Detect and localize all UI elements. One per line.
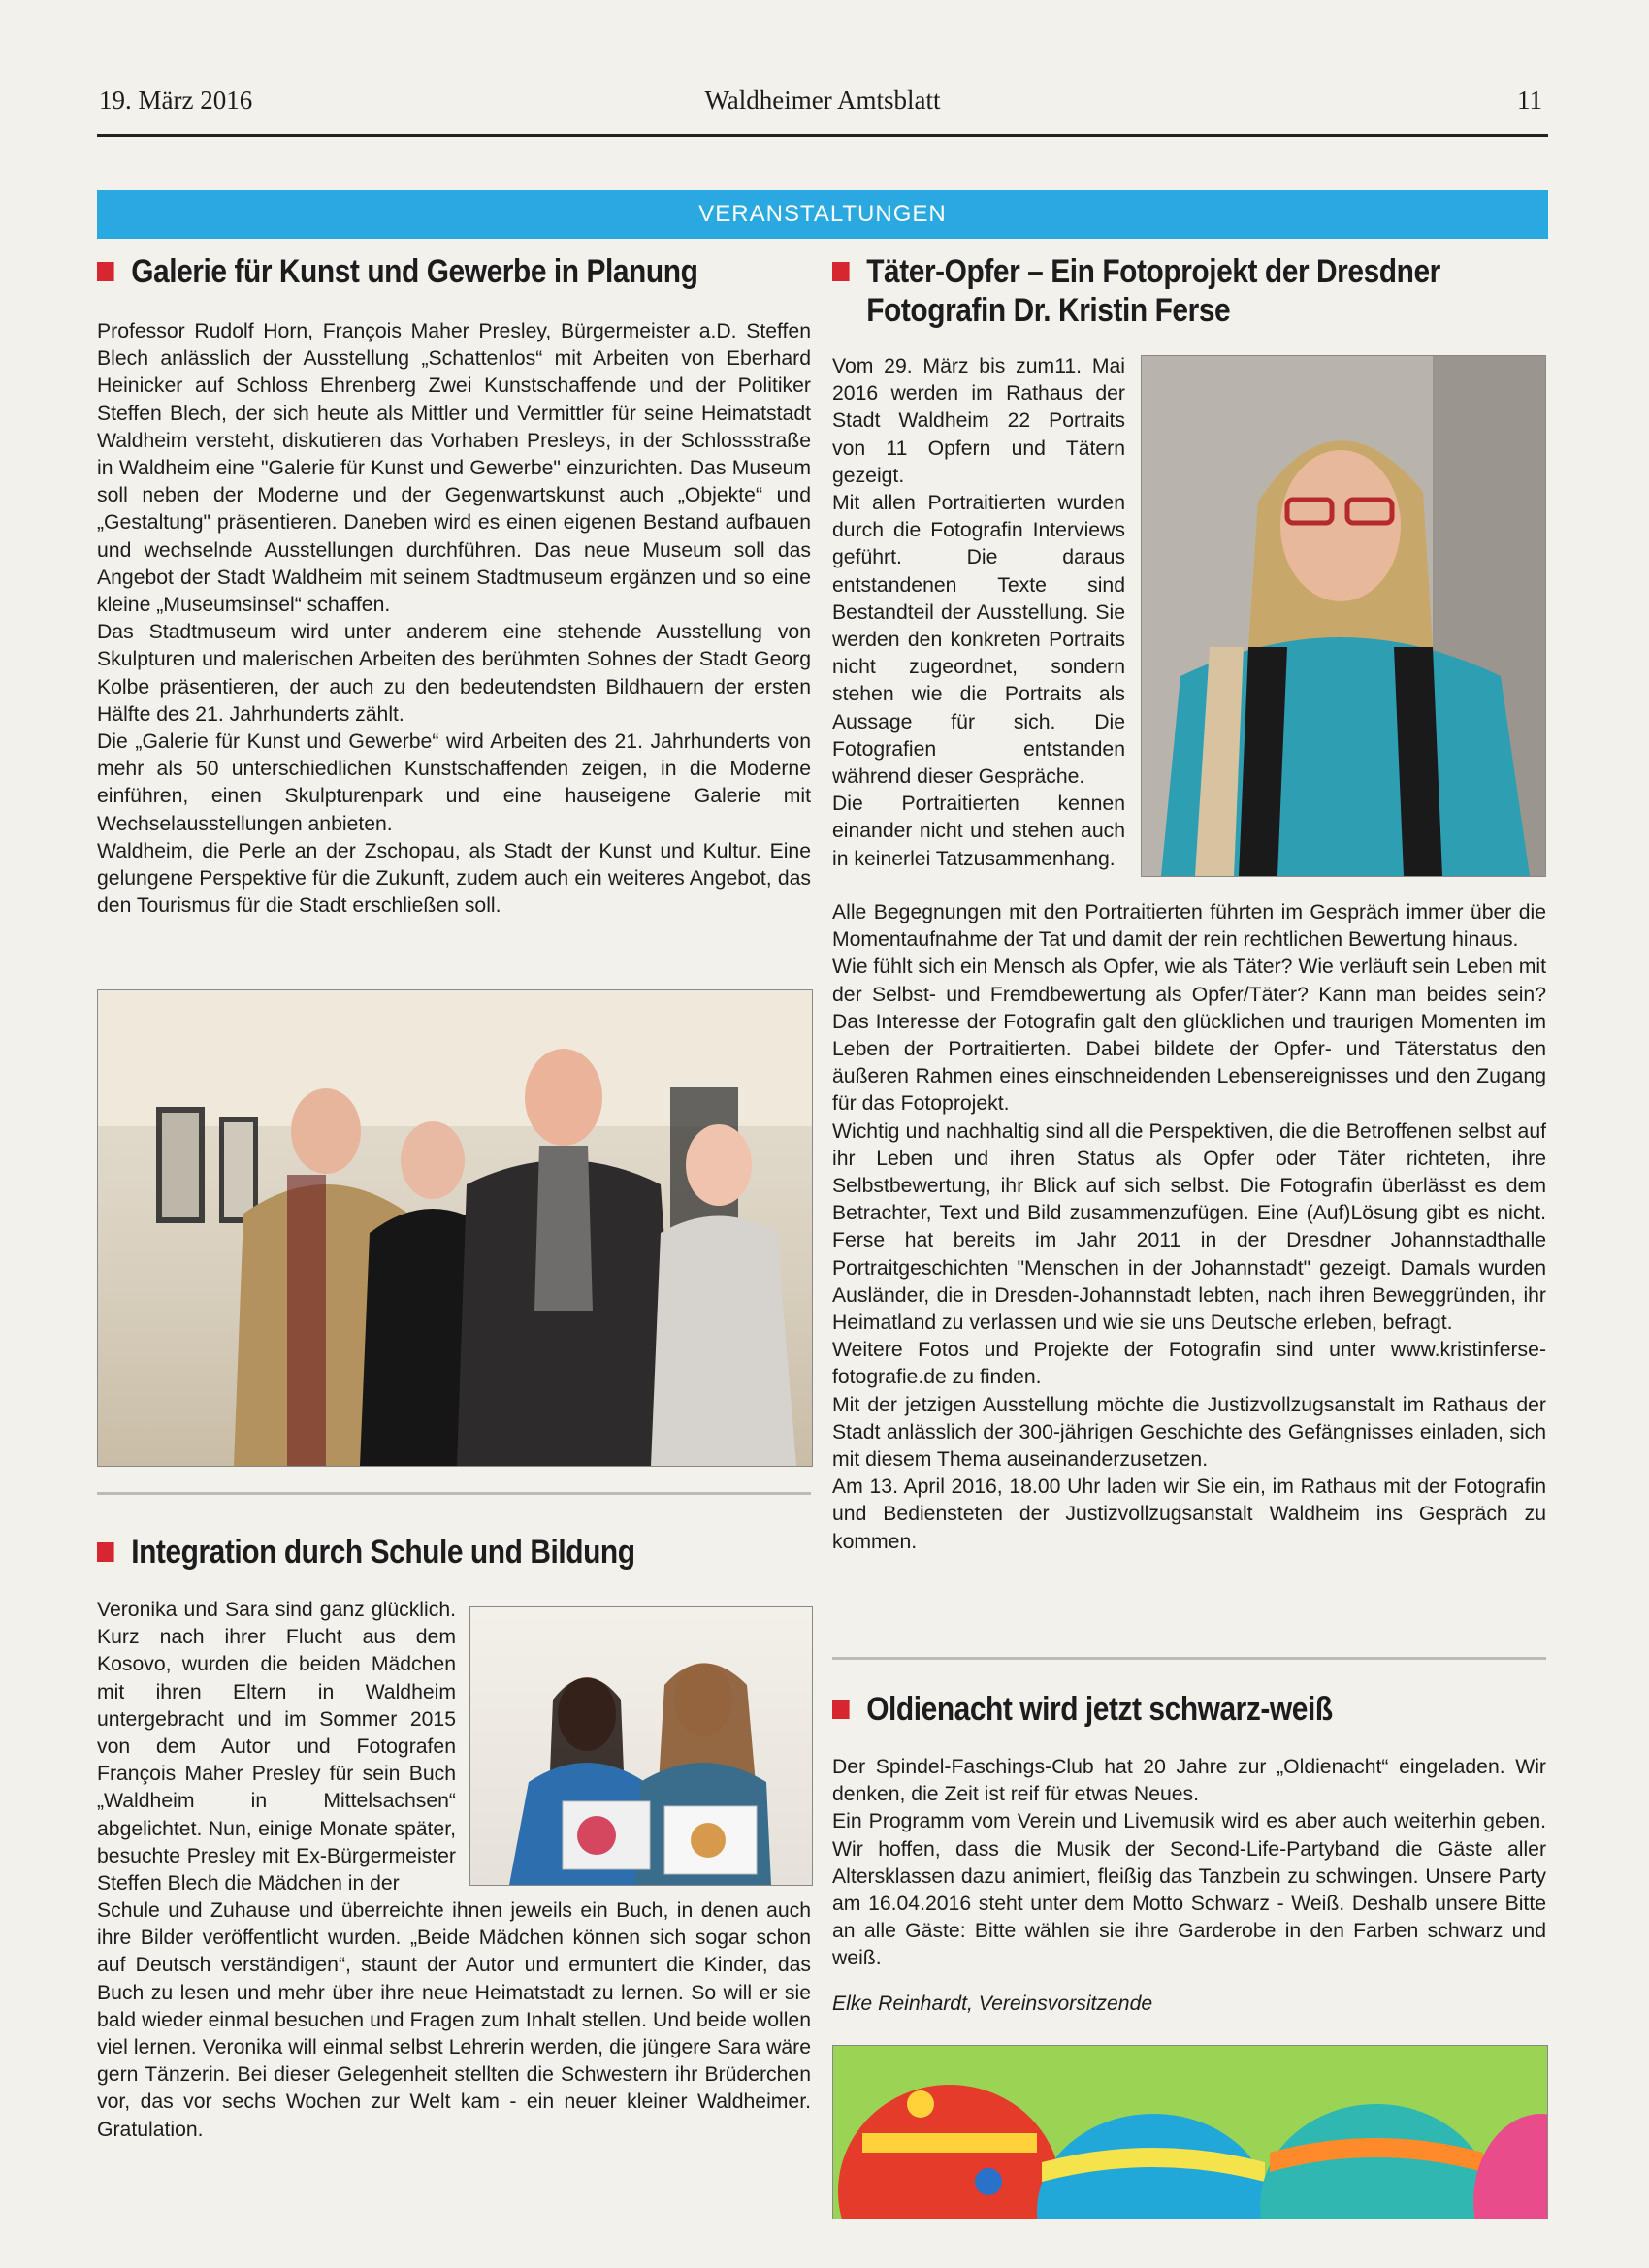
- left-column: [97, 252, 813, 2221]
- article3-paragraph: Alle Begegnungen mit den Portraitierten führten im Gespräch immer über die Momentaufnahme der Tat und damit der rein rechtlichen Bewertung hinaus.: [832, 901, 1546, 952]
- article2-lead-text: Veronika und Sara sind ganz glücklich. Kurz nach ihrer Flucht aus dem Kosovo, wurden die beiden Mädchen mit ihren Eltern in Waldheim untergebracht und im Sommer 2015 von dem Autor und Fotografen François Maher Presley für sein Buch „Waldheim in Mittelsachsen“ abgelichtet. Nun, einige Monate später, besuchte Presley mit Ex-Bürgermeister Steffen Blech die Mädchen in der: [97, 1599, 456, 1895]
- article1-headline: [97, 252, 762, 291]
- girls-photo-illustration: [470, 1607, 812, 1885]
- article3-paragraph: Weitere Fotos und Projekte der Fotografin sind unter www.kristinferse-fotografie.de zu finden.: [832, 1339, 1546, 1389]
- newspaper-title: Waldheimer Amtsblatt: [704, 85, 941, 114]
- article3-paragraph: Die Portraitierten kennen einander nicht und stehen auch in keinerlei Tatzusammenhang.: [832, 793, 1125, 870]
- article3-paragraph: Wichtig und nachhaltig sind all die Perspektiven, die die Betroffenen selbst auf ihr Leben und ihren Status als Opfer oder Täter richteten, ihre Selbstbewertung, ihr Blick auf sich selbst. Die Fotografin überlässt es dem Betrachter, Text und Bild zusammenzufügen. Eine (Auf)Lösung gibt es nicht. Ferse hat bereits im Jahr 2011 in der Dresdner Johannstadthalle Portraitgeschichten "Menschen in der Johannstadt" gezeigt. Damals wurden Ausländer, die in Dresden-Johannstadt lebten, nach ihren Beweggründen, ihr Heimatland zu verlassen und wie sie uns Deutsche erleben, befragt.: [832, 1119, 1546, 1335]
- easter-eggs-image: [832, 2045, 1548, 2219]
- page-header: [97, 85, 1548, 137]
- issue-date: 19. März 2016: [99, 85, 253, 114]
- article2-title: Integration durch Schule und Bildung: [131, 1534, 635, 1571]
- group-photo-illustration: [98, 990, 812, 1466]
- girls-photo: [469, 1606, 813, 1886]
- article2-body: [97, 1897, 811, 2144]
- right-column: [832, 252, 1548, 2221]
- article3-title-line1: Täter-Opfer – Ein Fotoprojekt der Dresdner: [866, 253, 1440, 290]
- article3-paragraph: Am 13. April 2016, 18.00 Uhr laden wir Sie ein, im Rathaus mit der Fotografin und Bediensteten der Justizvollzugsanstalt Waldheim ins Gespräch zu kommen.: [832, 1475, 1546, 1553]
- article3-paragraph: Vom 29. März bis zum11. Mai 2016 werden im Rathaus der Stadt Waldheim 22 Portraits von 11 Opfern und Tätern gezeigt.: [832, 355, 1125, 487]
- red-bullet-icon: [97, 262, 114, 281]
- red-bullet-icon: [832, 1700, 850, 1719]
- article1-paragraph: Die „Galerie für Kunst und Gewerbe“ wird Arbeiten des 21. Jahrhunderts von mehr als 50 unterschiedlichen Kunstschaffenden zeigen, in die Moderne einführen, einen Skulpturenpark und eine hauseigene Galerie mit Wechselausstellungen anbieten.: [97, 730, 811, 835]
- article4-title: Oldienacht wird jetzt schwarz-weiß: [866, 1691, 1333, 1728]
- red-bullet-icon: [832, 262, 850, 281]
- article4-paragraph: Ein Programm vom Verein und Livemusik wird es aber auch weiterhin geben. Wir hoffen, dass die Musik der Second-Life-Partyband die Gäste aller Altersklassen dazu animiert, fleißig das Tanzbein zu schwingen. Unsere Party am 16.04.2016 steht unter dem Motto Schwarz - Weiß. Deshalb unsere Bitte an alle Gäste: Bitte wählen sie ihre Garderobe in den Farben schwarz und weiß.: [832, 1810, 1546, 1970]
- article2-lead: [97, 1597, 456, 1897]
- portrait-illustration: [1142, 356, 1545, 876]
- article1-body: [97, 318, 811, 920]
- red-bullet-icon: [97, 1542, 114, 1562]
- article3-title-line2: Fotografin Dr. Kristin Ferse: [866, 292, 1231, 329]
- article4-signature: Elke Reinhardt, Vereinsvorsitzende: [832, 1993, 1153, 2015]
- article1-title: Galerie für Kunst und Gewerbe in Planung: [131, 253, 698, 290]
- divider: [97, 1492, 811, 1495]
- article1-paragraph: Waldheim, die Perle an der Zschopau, als Stadt der Kunst und Kultur. Eine gelungene Perspektive für die Zukunft, zudem auch ein weiteres Angebot, das den Tourismus für die Stadt erschließen soll.: [97, 839, 811, 918]
- section-banner: VERANSTALTUNGEN: [97, 190, 1548, 239]
- divider: [832, 1657, 1546, 1660]
- article3-wide-body: [832, 899, 1546, 1556]
- article3-paragraph: Mit der jetzigen Ausstellung möchte die Justizvollzugsanstalt im Rathaus der Stadt anlässlich der 300-jährigen Geschichte des Gefängnisses einladen, sich mit diesem Thema auseinanderzusetzen.: [832, 1393, 1546, 1472]
- page-number: 11: [1517, 85, 1542, 114]
- article1-paragraph: Das Stadtmuseum wird unter anderem eine stehende Ausstellung von Skulpturen und malerischen Arbeiten des berühmten Sohnes der Stadt Georg Kolbe präsentieren, der auch zu den bedeutendsten Bildhauern der ersten Hälfte des 21. Jahrhunderts zählt.: [97, 621, 811, 726]
- article3-paragraph: Wie fühlt sich ein Mensch als Opfer, wie als Täter? Wie verläuft sein Leben mit der Selbst- und Fremdbewertung als Opfer/Täter? Kann man beides sein? Das Interesse der Fotografin galt den glücklichen und traurigen Momenten im Leben der Portraitierten. Dabei bildete der Opfer- und Täterstatus den äußeren Rahmen eines einschneidenden Lebensereignisses und den Zugang für das Fotoprojekt.: [832, 956, 1546, 1116]
- photographer-portrait: [1141, 355, 1546, 877]
- article1-paragraph: Professor Rudolf Horn, François Maher Presley, Bürgermeister a.D. Steffen Blech anlässlich der Ausstellung „Schattenlos“ mit Arbeiten von Eberhard Heinicker auf Schloss Ehrenberg Zwei Kunstschaffende und der Politiker Steffen Blech, der sich heute als Mittler und Vermittler für seine Heimatstadt Waldheim versteht, diskutieren das Vorhaben Presleys, in der Schlossstraße in Waldheim eine "Galerie für Kunst und Gewerbe" einzurichten. Das Museum soll neben der Moderne und der Gegenwartskunst auch „Objekte“ und „Gestaltung" präsentieren. Daneben wird es einen eigenen Bestand aufbauen und wechselnde Ausstellungen durchführen. Das neue Museum soll das Angebot der Stadt Waldheim mit seinem Stadtmuseum ergänzen und so eine kleine „Museumsinsel“ schaffen.: [97, 320, 811, 617]
- article4-body: [832, 1754, 1546, 1973]
- article3-headline: [832, 252, 1481, 330]
- easter-eggs-illustration: [833, 2046, 1547, 2219]
- gallery-group-photo: [97, 989, 813, 1467]
- article4-paragraph: Der Spindel-Faschings-Club hat 20 Jahre zur „Oldienacht“ eingeladen. Wir denken, die Zeit ist reif für etwas Neues.: [832, 1756, 1546, 1806]
- article2-headline: [97, 1533, 762, 1571]
- article2-rest-text: Schule und Zuhause und überreichte ihnen jeweils ein Buch, in denen auch ihre Bilder veröffentlicht wurden. „Beide Mädchen können sich sogar schon auf Deutsch verständigen“, staunt der Autor und ermuntert die Kinder, das Buch zu lesen und mehr über ihre neue Heimatstadt zu lernen. So will er sie bald wieder einmal besuchen und Fragen zum Inhalt stellen. Und beide wollen viel lernen. Veronika will einmal selbst Lehrerin werden, die jüngere Sara wäre gern Tänzerin. Bei dieser Gelegenheit stellten die Schwestern ihr Brüderchen vor, das vor sechs Wochen zur Welt kam - ein neuer kleiner Waldheimer. Gratulation.: [97, 1899, 811, 2141]
- article3-narrow-body: [832, 353, 1125, 873]
- article4-headline: [832, 1690, 1498, 1729]
- article3-paragraph: Mit allen Portraitierten wurden durch die Fotografin Interviews geführt. Die daraus entstandenen Texte sind Bestandteil der Ausstellung. Sie werden den konkreten Portraits nicht zugeordnet, sondern stehen wie die Portraits als Aussage für sich. Die Fotografien entstanden während dieser Gespräche.: [832, 492, 1125, 789]
